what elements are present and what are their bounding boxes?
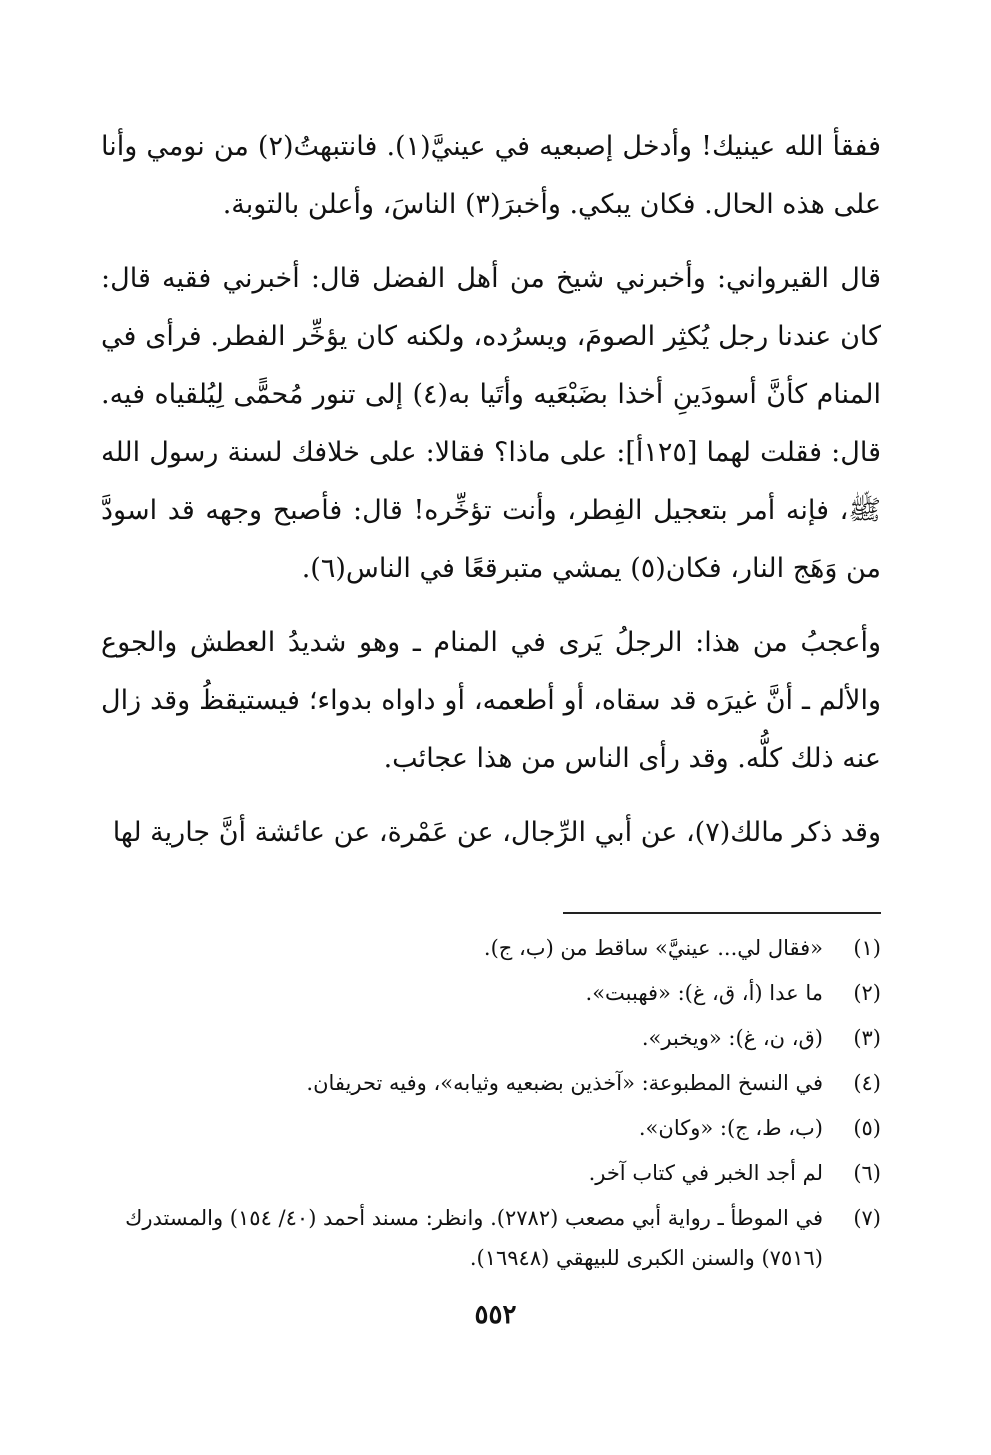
footnote	[101, 1198, 881, 1278]
footnote	[101, 973, 881, 1013]
footnote-text: في النسخ المطبوعة: «آخذين بضبعيه وثيابه»، وفيه تحريفان.	[306, 1071, 823, 1095]
footnote-text: (ب، ط، ج): «وكان».	[638, 1116, 823, 1140]
footnote-text: لم أجد الخبر في كتاب آخر.	[588, 1161, 823, 1185]
paragraph: ففقأ الله عينيك! وأدخل إصبعيه في عينيَّ(١). فانتبهتُ(٢) من نومي وأنا على هذه الحال. فكان يبكي. وأخبرَ(٣) الناسَ، وأعلن بالتوبة.	[101, 131, 882, 220]
footnote-number: (٤)	[853, 1071, 881, 1095]
paragraph: قال القيرواني: وأخبرني شيخ من أهل الفضل قال: أخبرني فقيه قال: كان عندنا رجل يُكثِر الصومَ، ويسرُده، ولكنه كان يؤخِّر الفطر. فرأى في المنام كأنَّ أسودَينِ أخذا بضَبْعَيه وأتَيا به(٤) إلى تنور مُحمًّى لِيُلقياه فيه. قال: فقلت لهما [١٢٥أ]: على ماذا؟ فقالا: على خلافك لسنة رسول الله ﷺ، فإنه أمر بتعجيل الفِطر، وأنت تؤخِّره! قال: فأصبح وجهه قد اسودَّ من وَهَج النار، فكان(٥) يمشي متبرقعًا في الناس(٦).	[101, 263, 881, 584]
footnote-number: (٥)	[853, 1116, 881, 1140]
footnote-number: (٢)	[853, 981, 881, 1005]
footnote-divider	[563, 912, 881, 914]
footnote-text: (ق، ن، غ): «ويخبر».	[641, 1026, 823, 1050]
page-number: ٥٥٢	[474, 1300, 517, 1330]
footnote	[101, 1108, 881, 1148]
paragraph: وقد ذكر مالك(٧)، عن أبي الرِّجال، عن عَمْرة، عن عائشة أنَّ جارية لها	[112, 817, 881, 848]
footnote-text: في الموطأ ـ رواية أبي مصعب (٢٧٨٢). وانظر: مسند أحمد (٤٠/ ١٥٤) والمستدرك (٧٥١٦) والسنن الكبرى للبيهقي (١٦٩٤٨).	[125, 1206, 823, 1270]
paragraph: وأعجبُ من هذا: الرجلُ يَرى في المنام ـ وهو شديدُ العطش والجوع والألم ـ أنَّ غيرَه قد سقاه، أو أطعمه، أو داواه بدواء؛ فيستيقظُ وقد زال عنه ذلك كلُّه. وقد رأى الناس من هذا عجائب.	[101, 627, 881, 774]
footnote	[101, 1063, 881, 1103]
footnote	[101, 1153, 881, 1193]
footnote-number: (٧)	[853, 1206, 881, 1230]
footnote	[101, 1018, 881, 1058]
footnote-text: ما عدا (أ، ق، غ): «فهببت».	[585, 981, 823, 1005]
footnote	[101, 928, 881, 968]
footnote-number: (٣)	[853, 1026, 881, 1050]
main-text	[101, 118, 881, 862]
footnote-number: (١)	[853, 936, 881, 960]
footnote-text: «فقال لي... عينيَّ» ساقط من (ب، ج).	[483, 936, 823, 960]
footnote-number: (٦)	[853, 1161, 881, 1185]
footnotes-list	[101, 928, 881, 1283]
